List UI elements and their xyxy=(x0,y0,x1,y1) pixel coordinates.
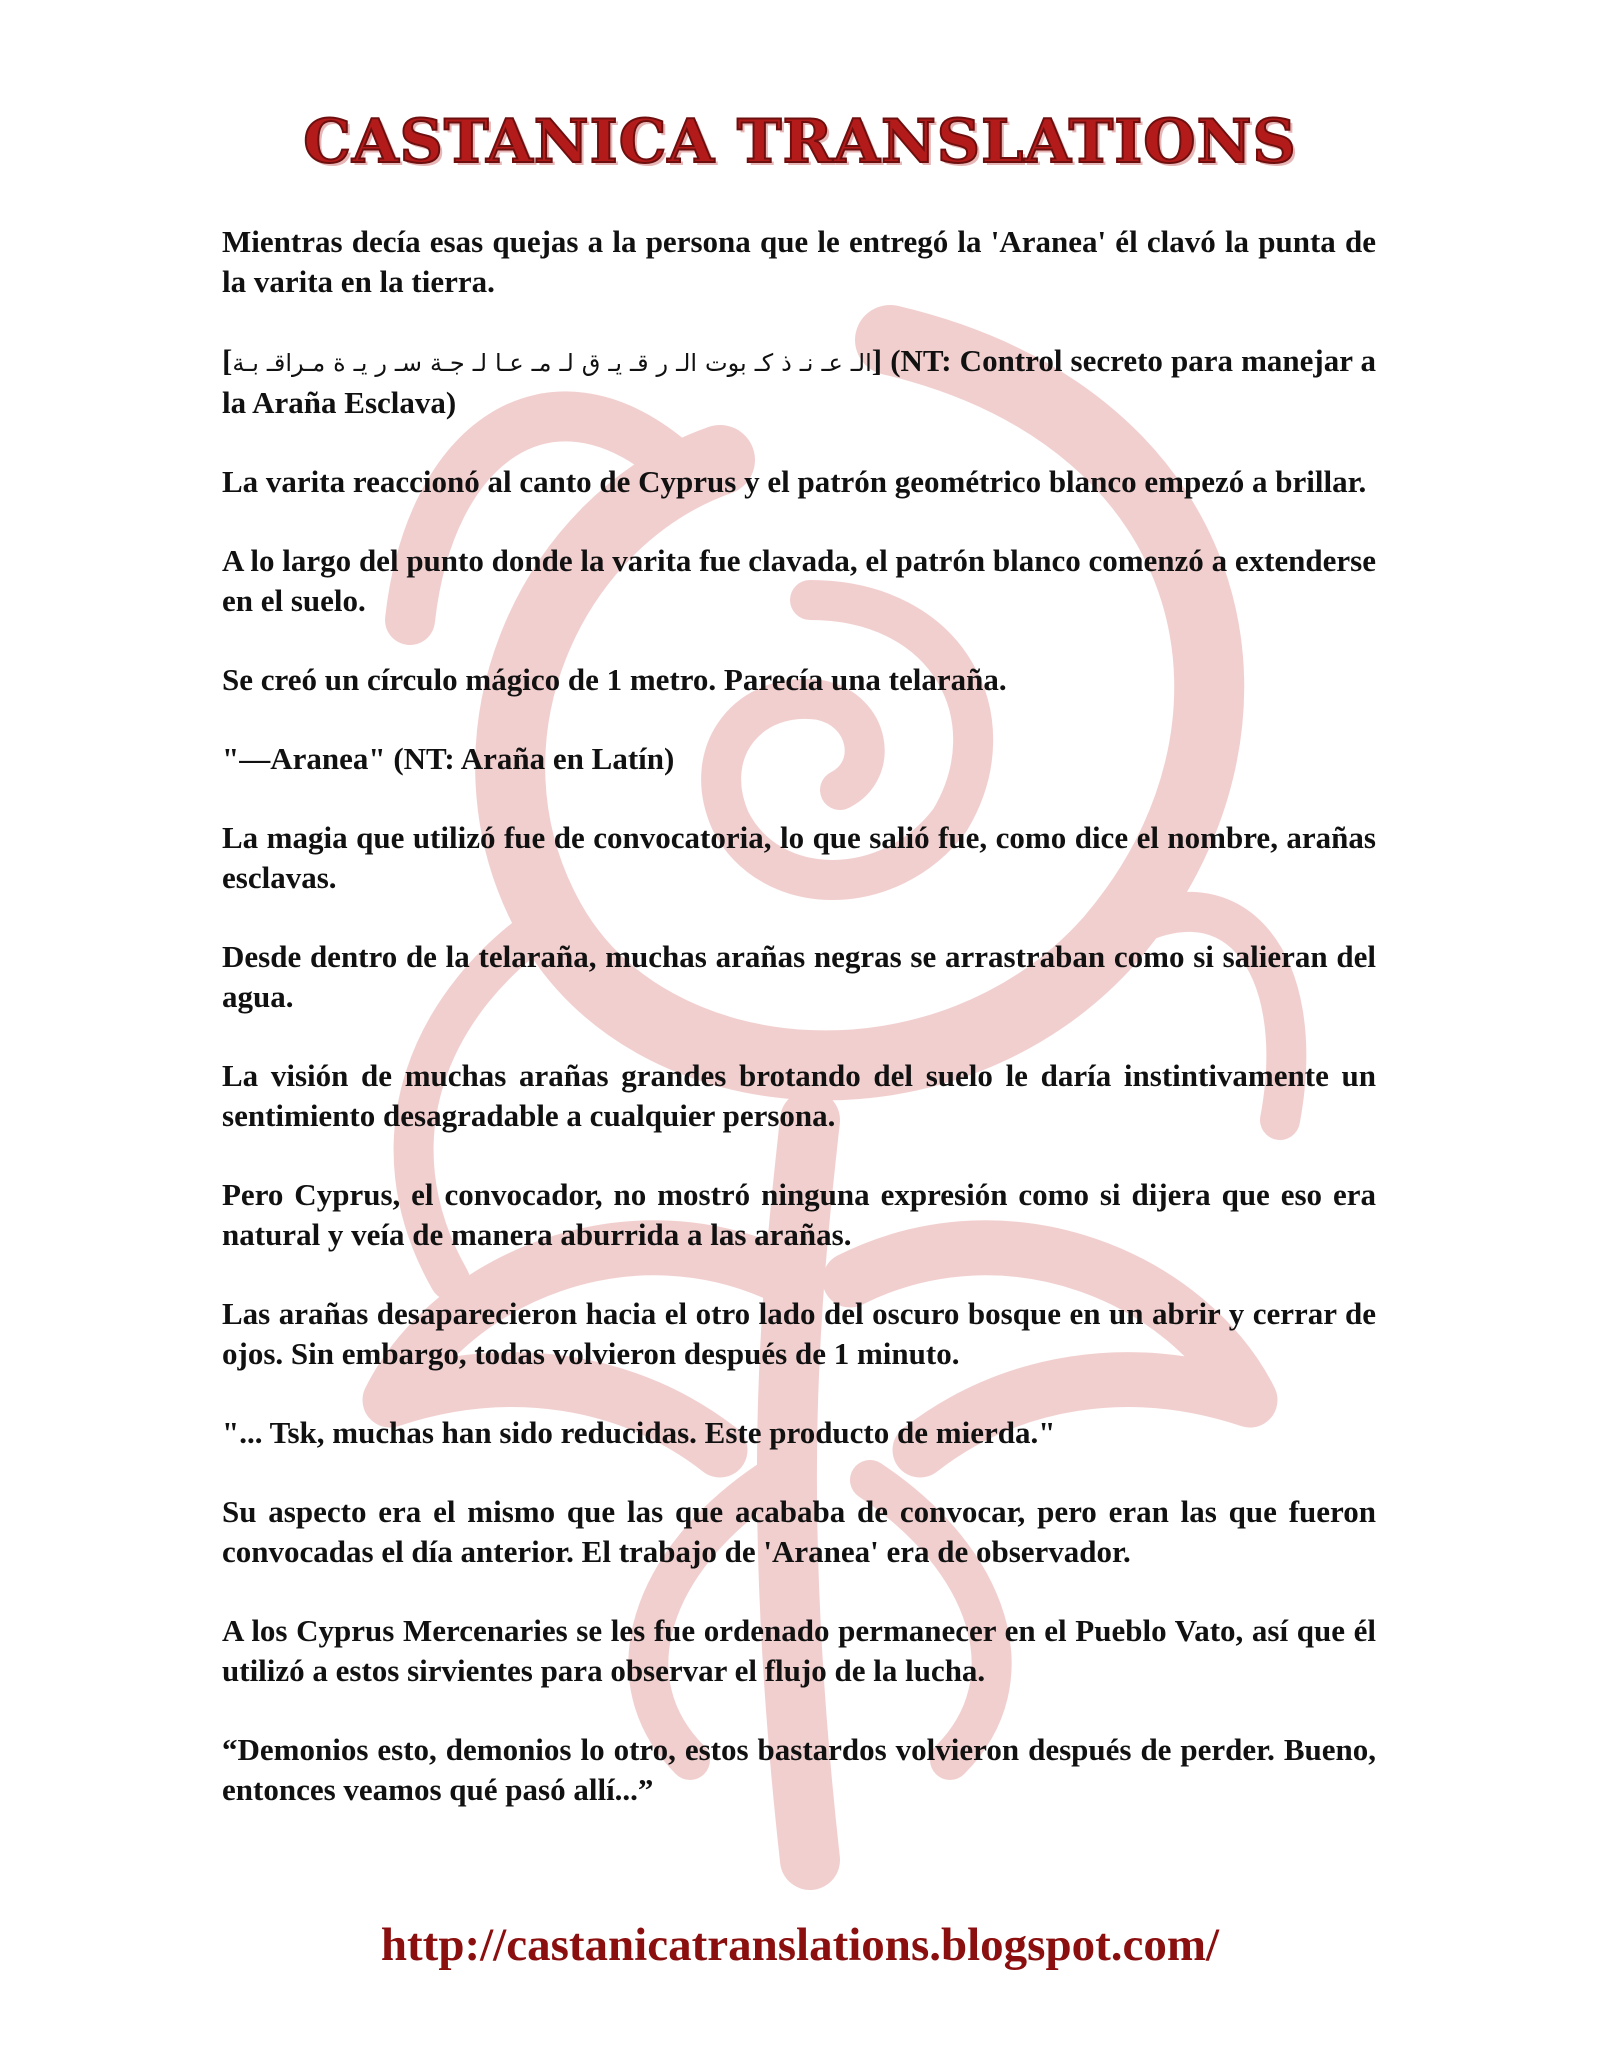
paragraph-2 xyxy=(222,341,1376,423)
paragraph-8: Desde dentro de la telaraña, muchas arañas negras se arrastraban como si salieran del agua. xyxy=(222,939,1376,1014)
document-body xyxy=(222,222,1376,1849)
paragraph-5: Se creó un círculo mágico de 1 metro. Parecía una telaraña. xyxy=(222,662,1007,697)
page-header xyxy=(0,106,1600,178)
paragraph-3: La varita reaccionó al canto de Cyprus y el patrón geométrico blanco empezó a brillar. xyxy=(222,464,1367,499)
paragraph-7: La magia que utilizó fue de convocatoria, lo que salió fue, como dice el nombre, arañas esclavas. xyxy=(222,820,1376,895)
paragraph-15: “Demonios esto, demonios lo otro, estos bastardos volvieron después de perder. Bueno, entonces veamos qué pasó allí...” xyxy=(222,1732,1376,1807)
paragraph-9: La visión de muchas arañas grandes brotando del suelo le daría instintivamente un sentimiento desagradable a cualquier persona. xyxy=(222,1058,1376,1133)
paragraph-4: A lo largo del punto donde la varita fue clavada, el patrón blanco comenzó a extenderse en el suelo. xyxy=(222,543,1376,618)
paragraph-12: "... Tsk, muchas han sido reducidas. Este producto de mierda." xyxy=(222,1415,1056,1450)
paragraph-2-suffix: ] (NT: Control secreto para manejar a la Araña Esclava) xyxy=(222,343,1376,420)
site-title: CASTANICA TRANSLATIONS xyxy=(303,107,1297,177)
paragraph-11: Las arañas desaparecieron hacia el otro lado del oscuro bosque en un abrir y cerrar de ojos. Sin embargo, todas volvieron después de 1 minuto. xyxy=(222,1296,1376,1371)
paragraph-6: "—Aranea" (NT: Araña en Latín) xyxy=(222,741,675,776)
paragraph-2-prefix: [ xyxy=(222,343,233,378)
paragraph-13: Su aspecto era el mismo que las que acababa de convocar, pero eran las que fueron convocadas el día anterior. El trabajo de 'Aranea' era de observador. xyxy=(222,1494,1376,1569)
paragraph-14: A los Cyprus Mercenaries se les fue ordenado permanecer en el Pueblo Vato, así que él utilizó a estos sirvientes para observar el flujo de la lucha. xyxy=(222,1613,1376,1688)
paragraph-10: Pero Cyprus, el convocador, no mostró ninguna expresión como si dijera que eso era natural y veía de manera aburrida a las arañas. xyxy=(222,1177,1376,1252)
blog-url-link[interactable]: http://castanicatranslations.blogspot.com/ xyxy=(380,1919,1220,1971)
page-footer xyxy=(0,1918,1600,1972)
paragraph-1: Mientras decía esas quejas a la persona que le entregó la 'Aranea' él clavó la punta de la varita en la tierra. xyxy=(222,224,1376,299)
arabic-chant: الـ عـ نـ ذ كـ بوت الـ ر قـ يـ ق لـ مـ عـا لـ جـة سـ ر يـ ة مـراقـ بـة xyxy=(232,349,872,377)
